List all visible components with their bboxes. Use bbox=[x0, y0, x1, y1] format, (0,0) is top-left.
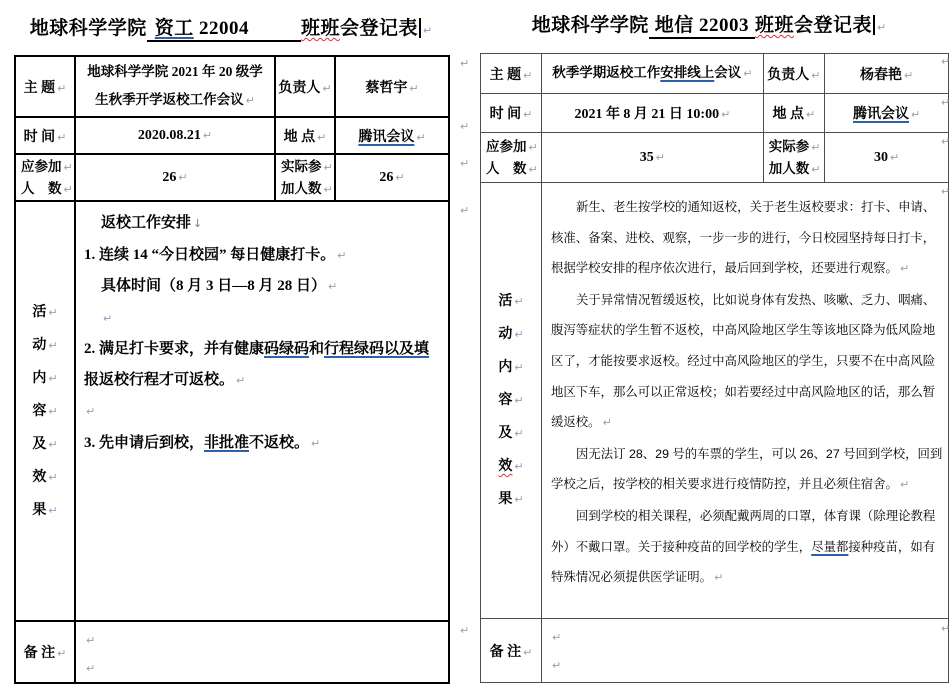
activity-label-char: 活 bbox=[498, 294, 513, 309]
activity-label-char: 容 bbox=[32, 403, 47, 419]
paragraph-mark: ↵ bbox=[63, 182, 73, 196]
row-end-mark: ↵ bbox=[460, 120, 470, 133]
place-label: 地 点 bbox=[283, 129, 316, 145]
content-item3-underline: 非批准 bbox=[204, 434, 250, 451]
actual-count: 30 bbox=[873, 149, 888, 165]
content-item2-underline1: 码绿码 bbox=[264, 341, 310, 357]
activity-label-char: 内 bbox=[32, 370, 47, 386]
activity-label-char: 活 bbox=[32, 304, 47, 320]
paragraph-mark: ↵ bbox=[48, 503, 58, 517]
notes-label-cell[interactable] bbox=[481, 619, 542, 683]
content-line-underlined: 尽量都 bbox=[811, 539, 849, 554]
content-line: 地区下车，那么可以正常返校；如若要经过中高风险地区的话，那么暂 bbox=[551, 384, 936, 399]
paragraph-mark: ↵ bbox=[48, 305, 58, 319]
table-row bbox=[481, 133, 949, 183]
paragraph-mark: ↵ bbox=[910, 108, 921, 121]
paragraph-mark: ↵ bbox=[57, 81, 67, 95]
row-end-mark: ↵ bbox=[460, 157, 470, 170]
place-label-cell[interactable] bbox=[275, 117, 335, 154]
activity-label-char: 果 bbox=[32, 502, 47, 518]
paragraph-mark: ↵ bbox=[514, 328, 524, 341]
paragraph-mark: ↵ bbox=[514, 493, 524, 506]
place-value: 腾讯会议 bbox=[358, 129, 415, 145]
paragraph-mark: ↵ bbox=[48, 404, 58, 418]
actual-count: 26 bbox=[379, 169, 394, 185]
activity-content-cell[interactable] bbox=[542, 183, 949, 619]
actual-label-line1: 实际参 bbox=[281, 158, 322, 174]
subject-label-cell[interactable] bbox=[15, 56, 75, 117]
place-label: 地 点 bbox=[772, 107, 804, 122]
subject-pre: 秋季学期返校工作 bbox=[552, 65, 661, 80]
leader-value-cell[interactable] bbox=[824, 54, 948, 94]
content-line: 区了，才能按要求返校。经过中高风险地区的学生，只要不在中高风险 bbox=[551, 353, 936, 368]
expected-label-line2: 人 数 bbox=[21, 180, 62, 196]
paragraph-mark: ↵ bbox=[86, 634, 96, 647]
time-label: 时 间 bbox=[489, 107, 522, 122]
paragraph-mark: ↵ bbox=[552, 631, 562, 644]
paragraph-mark: ↵ bbox=[899, 478, 910, 492]
expected-count-value-cell[interactable] bbox=[542, 133, 764, 183]
expected-count-label-cell[interactable] bbox=[15, 154, 75, 201]
notes-label-cell[interactable] bbox=[15, 621, 75, 683]
line-break-mark: ↓ bbox=[193, 217, 203, 230]
leader-value-cell[interactable] bbox=[335, 56, 449, 117]
paragraph-mark: ↵ bbox=[811, 140, 821, 154]
paragraph-mark: ↵ bbox=[514, 361, 524, 374]
paragraph-mark: ↵ bbox=[57, 130, 67, 144]
actual-count-label-cell[interactable] bbox=[275, 154, 335, 201]
content-line: 新生、老生按学校的通知返校，关于老生返校要求：打卡、申请、 bbox=[576, 200, 936, 214]
left-title-prefix: 地球科学学院 bbox=[29, 18, 147, 39]
expected-count-value-cell[interactable] bbox=[75, 154, 275, 201]
paragraph-mark: ↵ bbox=[323, 160, 333, 174]
document-right bbox=[475, 0, 950, 697]
table-row bbox=[15, 117, 449, 154]
content-line: 回到学校的相关课程，必须配戴两周的口罩，体育课（除理论教程 bbox=[576, 508, 936, 523]
actual-label-line2: 加人数 bbox=[768, 160, 810, 176]
paragraph-mark: ↵ bbox=[48, 338, 58, 352]
place-value-cell[interactable] bbox=[335, 117, 449, 154]
paragraph-mark: ↵ bbox=[877, 21, 887, 34]
expected-label-line1: 应参加 bbox=[21, 158, 62, 174]
left-title-rest: 会登记表 bbox=[340, 18, 419, 39]
notes-content-cell[interactable] bbox=[75, 621, 449, 683]
paragraph-mark: ↵ bbox=[528, 162, 538, 176]
time-value-cell[interactable] bbox=[542, 94, 764, 133]
subject-underlined: 安排线上 bbox=[660, 65, 715, 80]
right-meeting-table bbox=[480, 53, 949, 683]
right-title-rest: 会登记表 bbox=[794, 15, 873, 36]
content-line: 核准、备案、进校、观察，一步一步的进行，今日校园坚持每日打卡， bbox=[551, 230, 936, 245]
content-line: 学校之后，按学校的相关要求进行疫情防控，并且必须住宿舍。 bbox=[551, 477, 898, 492]
paragraph-mark: ↵ bbox=[337, 248, 347, 262]
paragraph-mark: ↵ bbox=[48, 470, 58, 484]
paragraph-mark: ↵ bbox=[416, 130, 426, 144]
time-value: 2020.08.21 bbox=[137, 127, 201, 143]
paragraph-mark: ↵ bbox=[514, 460, 524, 473]
activity-content-cell[interactable] bbox=[75, 201, 449, 621]
left-title-underlined-segment bbox=[147, 18, 301, 42]
paragraph-mark: ↵ bbox=[245, 94, 255, 107]
paragraph-mark: ↵ bbox=[602, 416, 612, 430]
subject-label-cell[interactable] bbox=[481, 54, 542, 94]
paragraph-mark: ↵ bbox=[714, 571, 724, 585]
content-line-pre: 外）不戴口罩。关于接种疫苗的回学校的学生， bbox=[551, 539, 812, 554]
table-row bbox=[481, 619, 949, 683]
time-label-cell[interactable] bbox=[481, 94, 542, 133]
content-item1: 1. 连续 14 “今日校园” 每日健康打卡。 bbox=[84, 246, 336, 263]
activity-label-char: 效 bbox=[498, 459, 513, 474]
content-heading: 返校工作安排 bbox=[101, 215, 192, 231]
left-title-class-number: 22004 bbox=[193, 18, 250, 39]
notes-label: 备 注 bbox=[23, 646, 56, 661]
paragraph-mark: ↵ bbox=[523, 68, 533, 82]
paragraph-mark: ↵ bbox=[48, 371, 58, 385]
content-item3-post: 不返校。 bbox=[249, 434, 310, 451]
paragraph-mark: ↵ bbox=[48, 437, 58, 451]
expected-label-line1: 应参加 bbox=[486, 138, 527, 154]
paragraph-mark: ↵ bbox=[523, 108, 533, 121]
left-title-class-name: 资工 bbox=[154, 18, 194, 39]
activity-label-char: 动 bbox=[498, 327, 513, 342]
table-row bbox=[15, 56, 449, 117]
paragraph-mark: ↵ bbox=[903, 68, 914, 82]
leader-label-cell[interactable] bbox=[275, 56, 335, 117]
paragraph-mark: ↵ bbox=[86, 662, 96, 675]
left-title-squiggle-text: 班班 bbox=[301, 18, 341, 39]
paragraph-mark: ↵ bbox=[523, 645, 533, 659]
text-cursor bbox=[873, 15, 875, 35]
left-title-line[interactable] bbox=[0, 13, 462, 40]
paragraph-mark: ↵ bbox=[552, 659, 562, 672]
actual-label-line2: 加人数 bbox=[281, 180, 322, 196]
leader-value: 杨春艳 bbox=[859, 67, 902, 83]
place-value-cell[interactable] bbox=[824, 94, 948, 133]
activity-label-char: 果 bbox=[498, 492, 513, 507]
expected-label-line2: 人 数 bbox=[486, 160, 527, 176]
leader-label: 负责人 bbox=[767, 67, 810, 83]
actual-count-label-cell[interactable] bbox=[763, 133, 824, 183]
text-cursor bbox=[419, 18, 421, 38]
subject-value-cell[interactable] bbox=[75, 56, 275, 117]
row-end-mark: ↵ bbox=[460, 204, 470, 217]
content-item1-detail: 具体时间（8 月 3 日—8 月 28 日） bbox=[101, 278, 327, 294]
expected-count: 35 bbox=[639, 149, 654, 165]
content-line: 因无法订 28、29 号的车票的学生，可以 26、27 号回到学校，回到 bbox=[576, 446, 943, 461]
content-item2-line2: 报返校行程才可返校。 bbox=[84, 371, 235, 388]
paragraph-mark: ↵ bbox=[528, 140, 538, 154]
content-item2-underline2: 行程绿码以及填 bbox=[324, 341, 430, 357]
paragraph-mark: ↵ bbox=[889, 150, 900, 164]
time-value-cell[interactable] bbox=[75, 117, 275, 154]
content-line-post: 接种疫苗，如有 bbox=[848, 539, 936, 554]
paragraph-mark: ↵ bbox=[63, 160, 73, 174]
paragraph-mark: ↵ bbox=[811, 68, 821, 82]
activity-label-char: 内 bbox=[498, 360, 513, 375]
table-row bbox=[481, 94, 949, 133]
paragraph-mark: ↵ bbox=[514, 394, 524, 407]
content-line: 根据学校安排的程序依次进行，最后回到学校，还要进行观察。 bbox=[551, 261, 898, 276]
paragraph-mark: ↵ bbox=[57, 647, 67, 660]
paragraph-mark: ↵ bbox=[323, 182, 333, 196]
content-line: 关于异常情况暂缓返校，比如说身体有发热、咳嗽、乏力、咽痛、 bbox=[576, 292, 936, 307]
paragraph-mark: ↵ bbox=[423, 24, 433, 37]
table-row bbox=[481, 54, 949, 94]
paragraph-mark: ↵ bbox=[743, 67, 753, 80]
place-label-cell[interactable] bbox=[763, 94, 824, 133]
paragraph-mark: ↵ bbox=[899, 262, 910, 276]
time-label: 时 间 bbox=[23, 129, 56, 145]
paragraph-mark: ↵ bbox=[178, 170, 188, 184]
actual-label-line1: 实际参 bbox=[768, 138, 810, 154]
activity-label-char: 及 bbox=[498, 426, 513, 441]
content-item2-mid: 和 bbox=[309, 341, 325, 357]
row-end-mark: ↵ bbox=[460, 624, 470, 637]
paragraph-mark: ↵ bbox=[103, 311, 113, 325]
notes-content-cell[interactable] bbox=[542, 619, 949, 683]
subject-line2: 生秋季开学返校工作会议 bbox=[95, 92, 244, 107]
activity-label-cell[interactable] bbox=[15, 201, 75, 621]
subject-post: 会议 bbox=[714, 65, 742, 80]
content-line: 腹泻等症状的学生暂不返校，中高风险地区学生等该地区降为低风险地 bbox=[551, 323, 936, 338]
activity-label-char: 效 bbox=[32, 469, 47, 485]
right-title-prefix: 地球科学学院 bbox=[531, 15, 649, 36]
paragraph-mark: ↵ bbox=[409, 81, 419, 95]
activity-label-cell[interactable] bbox=[481, 183, 542, 619]
right-title-underlined-segment: 地信 22003 bbox=[649, 15, 755, 39]
paragraph-mark: ↵ bbox=[655, 150, 665, 164]
paragraph-mark: ↵ bbox=[322, 81, 332, 95]
notes-label: 备 注 bbox=[489, 644, 522, 660]
paragraph-mark: ↵ bbox=[202, 128, 213, 142]
paragraph-mark: ↵ bbox=[317, 130, 327, 144]
row-end-mark: ↵ bbox=[941, 96, 950, 109]
actual-count-value-cell[interactable] bbox=[824, 133, 948, 183]
subject-label: 主 题 bbox=[23, 80, 56, 96]
table-row bbox=[481, 183, 949, 619]
activity-label-char: 及 bbox=[32, 436, 47, 452]
table-row bbox=[15, 621, 449, 683]
paragraph-mark: ↵ bbox=[86, 405, 96, 418]
row-end-mark: ↵ bbox=[941, 622, 950, 635]
right-title-line[interactable] bbox=[483, 10, 935, 37]
table-row bbox=[15, 154, 449, 201]
paragraph-mark: ↵ bbox=[311, 436, 321, 450]
subject-label: 主 题 bbox=[489, 67, 522, 83]
right-title-squiggle-text: 班班 bbox=[755, 15, 795, 36]
table-row bbox=[15, 201, 449, 621]
place-value: 腾讯会议 bbox=[852, 107, 909, 122]
content-item2-pre: 2. 满足打卡要求，并有健康 bbox=[84, 341, 265, 357]
paragraph-mark: ↵ bbox=[236, 373, 246, 387]
leader-label: 负责人 bbox=[278, 80, 321, 96]
subject-value-cell[interactable] bbox=[542, 54, 764, 94]
time-value: 2021 年 8 月 21 日 10:00 bbox=[574, 107, 720, 122]
row-end-mark: ↵ bbox=[941, 185, 950, 198]
subject-line1: 地球科学学院 2021 年 20 级学 bbox=[87, 64, 263, 79]
content-line: 特殊情况必须提供医学证明。 bbox=[551, 570, 713, 585]
expected-count: 26 bbox=[162, 169, 177, 185]
activity-label-char: 容 bbox=[498, 393, 513, 408]
leader-value: 蔡哲宇 bbox=[365, 80, 408, 96]
expected-count-label-cell[interactable] bbox=[481, 133, 542, 183]
row-end-mark: ↵ bbox=[460, 57, 470, 70]
time-label-cell[interactable] bbox=[15, 117, 75, 154]
paragraph-mark: ↵ bbox=[805, 108, 816, 121]
content-line: 缓返校。 bbox=[551, 415, 601, 430]
row-end-mark: ↵ bbox=[941, 55, 950, 68]
paragraph-mark: ↵ bbox=[395, 170, 405, 184]
paragraph-mark: ↵ bbox=[328, 280, 338, 293]
paragraph-mark: ↵ bbox=[514, 427, 524, 440]
actual-count-value-cell[interactable] bbox=[335, 154, 449, 201]
leader-label-cell[interactable] bbox=[763, 54, 824, 94]
left-meeting-table bbox=[14, 55, 450, 684]
row-end-mark: ↵ bbox=[941, 135, 950, 148]
content-item3-pre: 3. 先申请后到校， bbox=[84, 434, 205, 451]
paragraph-mark: ↵ bbox=[811, 162, 821, 176]
paragraph-mark: ↵ bbox=[514, 295, 524, 308]
paragraph-mark: ↵ bbox=[721, 108, 731, 121]
activity-label-char: 动 bbox=[32, 337, 47, 353]
